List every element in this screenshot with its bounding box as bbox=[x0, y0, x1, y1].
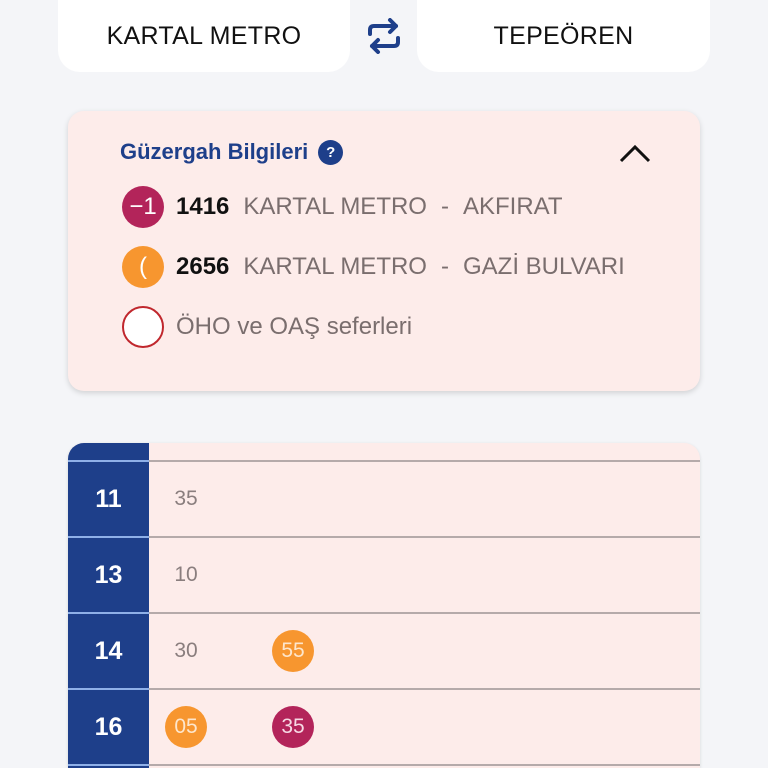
hour-cell: 13 bbox=[68, 536, 149, 612]
departure-minute: 10 bbox=[174, 563, 198, 586]
help-icon[interactable]: ? bbox=[318, 140, 343, 165]
hour-cell bbox=[68, 764, 149, 768]
line-destination: GAZİ BULVARI bbox=[462, 253, 625, 280]
hour-cell: 14 bbox=[68, 612, 149, 688]
hour-cell: 11 bbox=[68, 460, 149, 536]
schedule-row bbox=[68, 460, 700, 536]
schedule-row bbox=[68, 536, 700, 612]
legend-label: ÖHO ve OAŞ seferleri bbox=[176, 313, 413, 340]
departure-minute: 30 bbox=[174, 639, 198, 662]
chevron-up-icon[interactable] bbox=[618, 141, 652, 165]
schedule-row bbox=[68, 688, 700, 764]
schedule-table bbox=[68, 443, 700, 768]
route-info-card bbox=[68, 111, 700, 391]
arrival-stop-button[interactable]: TEPEÖREN bbox=[417, 0, 710, 72]
schedule-row bbox=[68, 764, 700, 768]
swap-direction-icon[interactable] bbox=[364, 18, 404, 54]
line-2656-badge-icon: ( bbox=[122, 246, 164, 288]
departure-minute: 35 bbox=[174, 487, 198, 510]
route-info-title-text: Güzergah Bilgileri bbox=[120, 139, 309, 164]
legend-item-1416 bbox=[122, 186, 563, 228]
line-1416-badge-icon: −1 bbox=[122, 186, 164, 228]
departure-stop-button[interactable]: KARTAL METRO bbox=[58, 0, 350, 72]
legend-item-2656 bbox=[122, 246, 625, 288]
separator: - bbox=[440, 193, 449, 220]
separator: - bbox=[440, 253, 449, 280]
departure-minute: 35 bbox=[272, 706, 314, 748]
departure-minute: 55 bbox=[272, 630, 314, 672]
line-number: 2656 bbox=[176, 253, 230, 280]
departure-minute: 05 bbox=[165, 706, 207, 748]
legend-item-oho-oas bbox=[122, 306, 412, 348]
route-info-title bbox=[120, 139, 343, 165]
line-destination: AKFIRAT bbox=[462, 193, 563, 220]
hour-cell: 16 bbox=[68, 688, 149, 764]
line-number: 1416 bbox=[176, 193, 230, 220]
line-origin: KARTAL METRO bbox=[243, 193, 427, 220]
schedule-row bbox=[68, 612, 700, 688]
empty-circle-icon bbox=[122, 306, 164, 348]
line-origin: KARTAL METRO bbox=[243, 253, 427, 280]
